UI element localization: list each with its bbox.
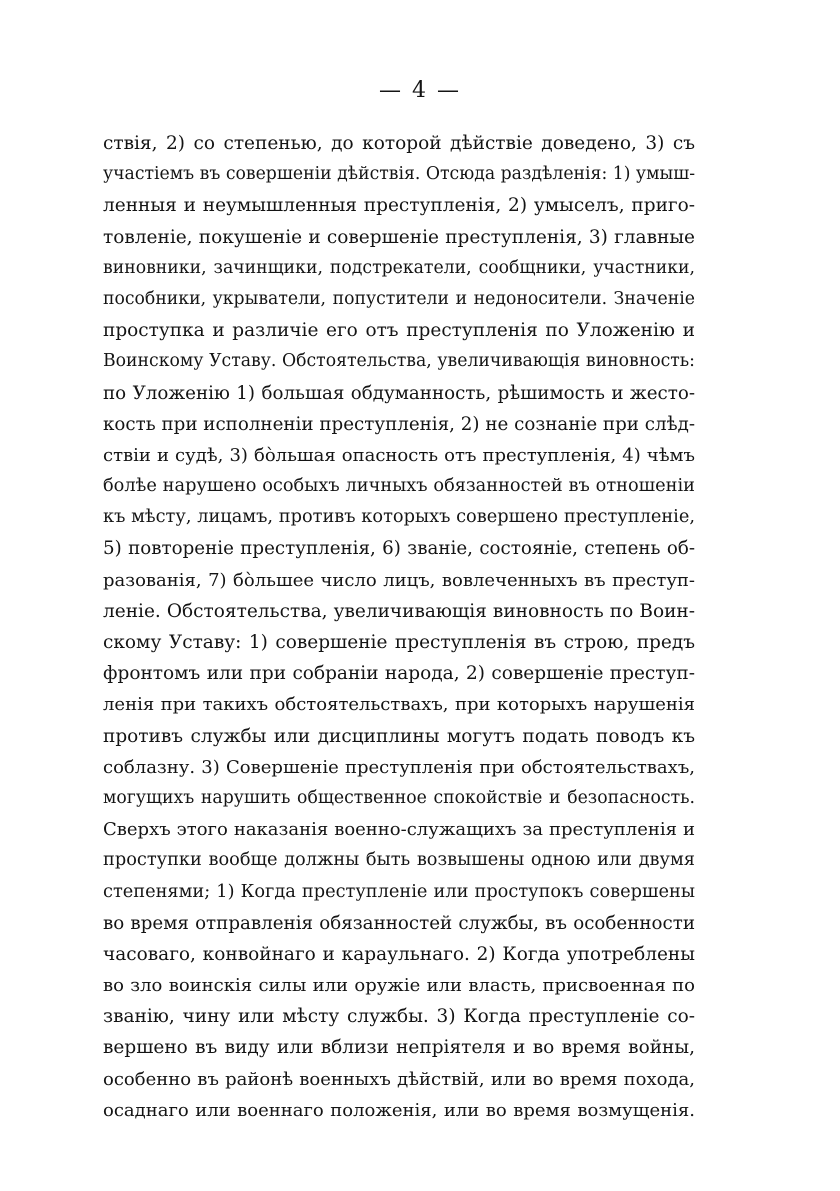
text-line: виновники, зачинщики, подстрекатели, сообщники, участники, xyxy=(103,257,695,278)
text-line: во зло воинскія силы или оружіе или власть, присвоенная по xyxy=(103,975,695,997)
text-line: леніе. Обстоятельства, увеличивающія виновность по Воин- xyxy=(103,600,695,622)
text-line: Воинскому Уставу. Обстоятельства, увеличивающія виновность: xyxy=(103,351,695,372)
text-line: степенями; 1) Когда преступленіе или проступокъ совершены xyxy=(103,881,695,902)
text-line: участіемъ въ совершеніи дѣйствія. Отсюда раздѣленія: 1) умыш- xyxy=(103,164,695,185)
text-line: разованія, 7) бо̀льшее число лицъ, вовлеченныхъ въ преступ- xyxy=(103,569,695,591)
text-line: осаднаго или военнаго положенія, или во время возмущенія. xyxy=(103,1099,695,1121)
text-line: по Уложенію 1) большая обдуманность, рѣшимость и жесто- xyxy=(103,382,695,404)
text-line: особенно въ районѣ военныхъ дѣйствій, или во время похода, xyxy=(103,1068,695,1090)
text-line: скому Уставу: 1) совершеніе преступленія въ строю, предъ xyxy=(103,632,695,653)
body-text xyxy=(103,128,695,1126)
text-line: могущихъ нарушить общественное спокойствіе и безопасность. xyxy=(103,787,695,808)
text-line: противъ службы или дисциплины могутъ подать поводъ къ xyxy=(103,725,695,747)
text-line: кость при исполненіи преступленія, 2) не сознаніе при слѣд- xyxy=(103,413,695,435)
text-line: часоваго, конвойнаго и караульнаго. 2) Когда употреблены xyxy=(103,943,695,965)
text-line: къ мѣсту, лицамъ, противъ которыхъ совершено преступленіе, xyxy=(103,507,695,528)
text-line: во время отправленія обязанностей службы, въ особенности xyxy=(103,912,695,934)
text-line: званію, чину или мѣсту службы. 3) Когда преступленіе со- xyxy=(103,1006,695,1028)
text-line: ствія, 2) со степенью, до которой дѣйствіе доведено, 3) съ xyxy=(103,133,695,154)
text-line: проступка и различіе его отъ преступленія по Уложенію и xyxy=(103,320,695,342)
text-line: ленія при такихъ обстоятельствахъ, при которыхъ нарушенія xyxy=(103,694,695,716)
text-line: болѣе нарушено особыхъ личныхъ обязанностей въ отношеніи xyxy=(103,476,695,497)
text-line: ствіи и судѣ, 3) бо̀льшая опасность отъ преступленія, 4) чѣмъ xyxy=(103,444,695,466)
text-line: 5) повтореніе преступленія, 6) званіе, состояніе, степень об- xyxy=(103,538,695,560)
text-line: фронтомъ или при собраніи народа, 2) совершеніе преступ- xyxy=(103,663,695,685)
text-line: проступки вообще должны быть возвышены одною или двумя xyxy=(103,850,695,871)
text-line: соблазну. 3) Совершеніе преступленія при обстоятельствахъ, xyxy=(103,756,695,778)
page-number: — 4 — xyxy=(379,78,461,103)
text-line: товленіе, покушеніе и совершеніе преступленія, 3) главные xyxy=(103,226,695,248)
text-line: вершено въ виду или вблизи непріятеля и во время войны, xyxy=(103,1037,695,1059)
text-line: Сверхъ этого наказанія военно-служащихъ за преступленія и xyxy=(103,819,695,841)
text-line: пособники, укрыватели, попустители и недоносители. Значеніе xyxy=(103,288,695,309)
text-line: ленныя и неумышленныя преступленія, 2) умыселъ, приго- xyxy=(103,195,695,217)
